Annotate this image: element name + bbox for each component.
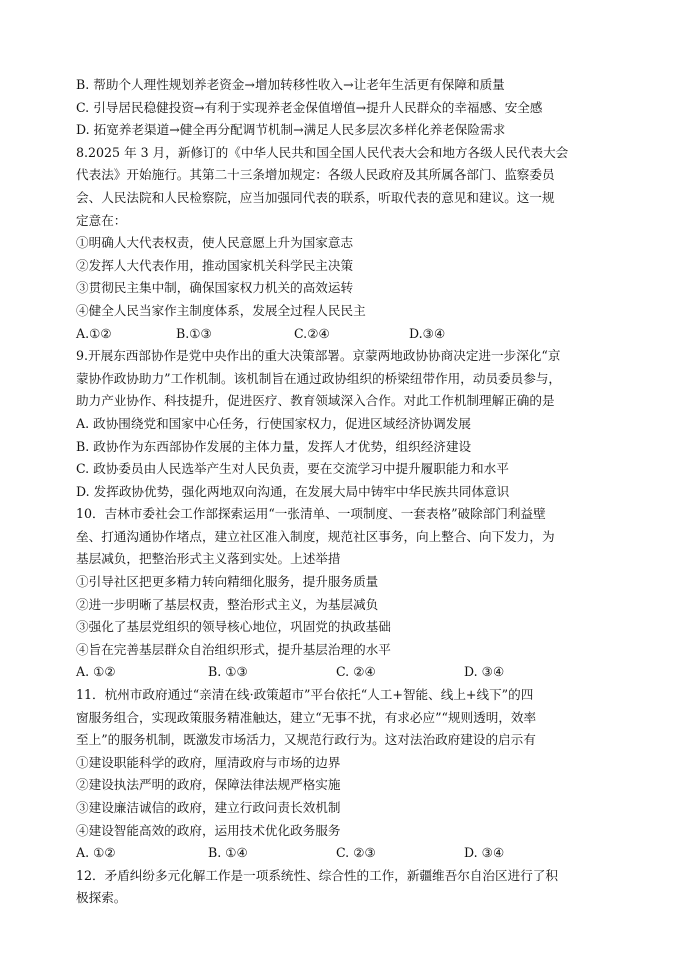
q10-options	[76, 661, 616, 684]
q8-option-a: A.①②	[76, 325, 112, 341]
q7-option-b: B. 帮助个人理性规划养老资金→增加转移性收入→让老年生活更有保障和质量	[76, 77, 505, 92]
q11-item-3: ③建设廉洁诚信的政府，建立行政问责长效机制	[76, 800, 341, 815]
question-12	[76, 865, 616, 910]
question-7-options	[76, 74, 616, 142]
q9-option-c: C. 政协委员由人民选举产生对人民负责，要在交流学习中提升履职能力和水平	[76, 461, 509, 477]
q8-item-4: ④健全人民当家作主制度体系，发展全过程人民民主	[76, 302, 366, 318]
q11-options	[76, 842, 616, 865]
q8-stem-line: 8.2025 年 3 月，新修订的《中华人民共和国全国人民代表大会和地方各级人民代表大会	[76, 144, 569, 160]
q10-item-3: ③强化了基层党组织的领导核心地位，巩固党的执政基础	[76, 619, 391, 635]
q8-option-d: D.③④	[409, 325, 446, 341]
question-8	[76, 142, 616, 345]
q11-item-1: ①建设职能科学的政府，厘清政府与市场的边界	[76, 754, 341, 770]
q10-stem-line: 垒、打通沟通协作堵点，建立社区准入制度，规范社区事务，向上整合、向下发力，为	[76, 528, 555, 544]
q7-option-c: C. 引导居民稳健投资→有利于实现养老金保值增值→提升人民群众的幸福感、安全感	[76, 99, 543, 115]
q12-stem-line: 12．矛盾纠纷多元化解工作是一项系统性、综合性的工作，新疆维吾尔自治区进行了积	[76, 867, 558, 883]
question-9	[76, 345, 616, 503]
q7-option-d: D. 拓宽养老渠道→健全再分配调节机制→满足人民多层次多样化养老保险需求	[76, 122, 506, 138]
q11-option-d: D. ③④	[464, 845, 505, 861]
q10-option-c: C. ②④	[336, 664, 376, 680]
q10-item-2: ②进一步明晰了基层权责，整治形式主义，为基层减负	[76, 596, 379, 612]
question-10	[76, 503, 616, 684]
q10-item-1: ①引导社区把更多精力转向精细化服务，提升服务质量	[76, 574, 379, 590]
q10-item-4: ④旨在完善基层群众自治组织形式，提升基层治理的水平	[76, 641, 391, 657]
q10-option-b: B. ①③	[208, 664, 248, 680]
q11-item-4: ④建设智能高效的政府，运用技术优化政务服务	[76, 822, 341, 838]
q11-stem-line: 11．杭州市政府通过“亲清在线·政策超市”平台依托“人工+智能、线上+线下”的四	[76, 687, 534, 703]
q11-option-a: A. ①②	[76, 845, 116, 861]
q8-item-2: ②发挥人大代表作用，推动国家机关科学民主决策	[76, 257, 354, 273]
q9-stem-line: 蒙协作政协助力”工作机制。该机制旨在通过政协组织的桥梁纽带作用，动员委员参与，	[76, 370, 562, 386]
question-11	[76, 684, 616, 865]
q11-option-c: C. ②③	[336, 845, 376, 861]
q10-option-a: A. ①②	[76, 664, 116, 680]
q8-stem-line: 代表法》开始施行。其第二十三条增加规定：各级人民政府及其所属各部门、监察委员	[76, 167, 555, 183]
q9-stem-line: 9.开展东西部协作是党中央作出的重大决策部署。京蒙两地政协协商决定进一步深化“京	[76, 348, 561, 364]
q9-stem-line: 助力产业协作、科技提升，促进医疗、教育领域深入合作。对此工作机制理解正确的是	[76, 393, 555, 409]
q12-stem-line: 极探索。	[76, 890, 127, 906]
q11-item-2: ②建设执法严明的政府，保障法律法规严格实施	[76, 777, 341, 793]
q11-stem-line: 窗服务组合，实现政策服务精准触达，建立“无事不扰，有求必应”“规则透明，效率	[76, 709, 537, 725]
exam-page	[76, 74, 616, 910]
q9-option-d: D. 发挥政协优势，强化两地双向沟通，在发展大局中铸牢中华民族共同体意识	[76, 483, 510, 499]
q8-item-1: ①明确人大代表权责，使人民意愿上升为国家意志	[76, 235, 354, 251]
q11-stem-line: 至上”的服务机制，既激发市场活力，又规范行政行为。这对法治政府建设的启示有	[76, 732, 536, 748]
q8-stem-line: 定意在：	[76, 212, 127, 228]
q8-option-c: C.②④	[294, 325, 330, 341]
q11-option-b: B. ①④	[208, 845, 248, 861]
q9-option-b: B. 政协作为东西部协作发展的主体力量，发挥人才优势，组织经济建设	[76, 438, 472, 454]
q10-stem-line: 10．吉林市委社会工作部探索运用“一张清单、一项制度、一套表格”破除部门利益壁	[76, 506, 546, 522]
q8-item-3: ③贯彻民主集中制，确保国家权力机关的高效运转	[76, 280, 354, 296]
q9-option-a: A. 政协围绕党和国家中心任务，行使国家权力，促进区域经济协调发展	[76, 415, 471, 431]
q8-stem-line: 会、人民法院和人民检察院，应当加强同代表的联系，听取代表的意见和建议。这一规	[76, 189, 555, 205]
q8-option-b: B.①③	[176, 325, 212, 341]
q10-stem-line: 基层减负，把整治形式主义落到实处。上述举措	[76, 551, 341, 567]
q8-options	[76, 323, 616, 346]
q10-option-d: D. ③④	[464, 664, 505, 680]
